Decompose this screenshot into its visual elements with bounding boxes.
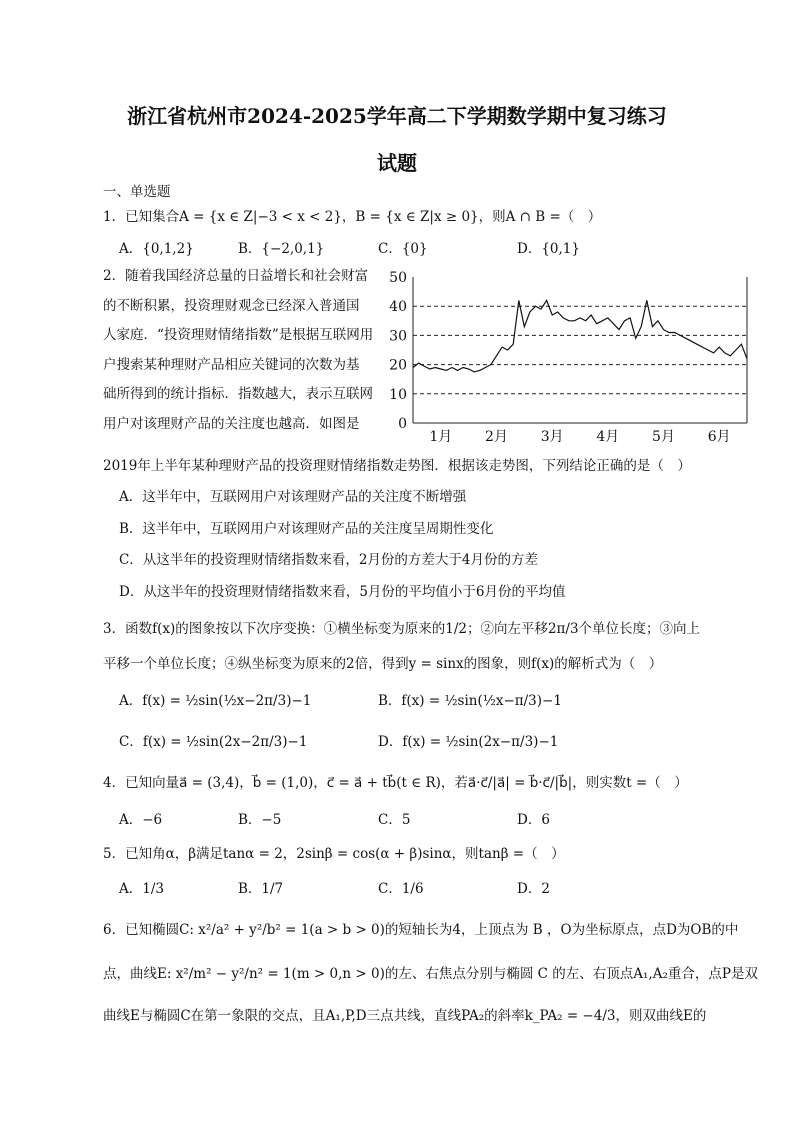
q6-line3: 曲线E与椭圆C在第一象限的交点，且A₁,P,D三点共线，直线PA₂的斜率k_PA₂ = −4/3，则双曲线E的 (103, 1008, 707, 1024)
q6-line1: 6．已知椭圆C: x²/a² + y²/b² = 1(a > b > 0)的短轴长为4，上顶点为 B ，O为坐标原点，点D为OB的中 (103, 922, 739, 938)
q5-option-b: B．1/7 (238, 881, 284, 897)
y-tick-label: 10 (389, 386, 407, 403)
q5-option-c: C．1/6 (378, 881, 424, 897)
q2-option-d: D．从这半年的投资理财情绪指数来看，5月份的平均值小于6月份的平均值 (119, 584, 566, 600)
q3-line1: 3．函数f(x)的图象按以下次序变换：①横坐标变为原来的1/2；②向左平移2π/3个单位长度；③向上 (103, 621, 701, 637)
q2-line: 础所得到的统计指标．指数越大，表示互联网 (103, 386, 373, 402)
q1-option-d: D．{0,1} (517, 241, 580, 257)
series-line (413, 300, 747, 372)
x-tick-label: 5月 (652, 429, 675, 445)
q2-line: 户搜索某种理财产品相应关键词的次数为基 (103, 356, 360, 373)
section-heading: 一、单选题 (103, 184, 171, 200)
q2-line: 2．随着我国经济总量的日益增长和社会财富 (103, 268, 369, 284)
y-tick-label: 40 (389, 299, 407, 316)
q1-stem: 1．已知集合A = {x ∈ Z|−3 < x < 2}，B = {x ∈ Z|x ≥ 0}，则A ∩ B =（ ） (103, 209, 602, 225)
q2-line: 人家庭．“投资理财情绪指数”是根据互联网用 (103, 327, 374, 343)
x-tick-label: 2月 (485, 429, 508, 445)
q2-text-block (103, 262, 403, 439)
q1-option-c: C．{0} (378, 241, 428, 257)
y-tick-label: 20 (389, 357, 407, 374)
q3-line2: 平移一个单位长度；④纵坐标变为原来的2倍，得到y = sinx的图象，则f(x)的解析式为（ ） (103, 656, 663, 672)
q4-option-d: D．6 (517, 812, 550, 828)
q4-option-b: B．−5 (238, 812, 282, 828)
x-tick-label: 4月 (596, 429, 620, 445)
q2-option-a: A．这半年中，互联网用户对该理财产品的关注度不断增强 (119, 489, 467, 505)
q2-line7: 2019年上半年某种理财产品的投资理财情绪指数走势图．根据该走势图，下列结论正确的是（ ） (103, 458, 691, 474)
q3-option-a: A．f(x) = ½sin(½x−2π/3)−1 (119, 693, 312, 709)
y-tick-label: 50 (389, 270, 407, 286)
q5-stem: 5．已知角α，β满足tanα = 2，2sinβ = cos(α + β)sinα，则tanβ =（ ） (103, 846, 565, 862)
q4-option-c: C．5 (378, 812, 411, 828)
q5-option-d: D．2 (517, 881, 550, 897)
q2-option-b: B．这半年中，互联网用户对该理财产品的关注度呈周期性变化 (119, 521, 494, 537)
y-tick-label: 0 (398, 416, 407, 432)
q3-option-b: B．f(x) = ½sin(½x−π/3)−1 (378, 693, 562, 709)
q2-line: 的不断积累，投资理财观念已经深入普通国 (103, 297, 360, 314)
page-title-line2: 试题 (377, 151, 417, 175)
q2-option-c: C．从这半年的投资理财情绪指数来看，2月份的方差大于4月份的方差 (119, 552, 539, 568)
q3-option-c: C．f(x) = ½sin(2x−2π/3)−1 (119, 734, 308, 750)
q1-option-a: A．{0,1,2} (119, 241, 194, 257)
y-tick-label: 30 (389, 328, 407, 345)
q6-line2: 点，曲线E: x²/m² − y²/n² = 1(m > 0,n > 0)的左、右焦点分别与椭圆 C 的左、右顶点A₁,A₂重合，点P是双 (103, 966, 758, 982)
x-tick-label: 6月 (707, 429, 731, 445)
sentiment-index-chart (385, 265, 760, 445)
page-title-line1: 浙江省杭州市2024-2025学年高二下学期数学期中复习练习 (127, 104, 667, 128)
x-tick-label: 3月 (540, 429, 564, 445)
q4-stem: 4．已知向量a⃗ = (3,4)，b⃗ = (1,0)，c⃗ = a⃗ + tb⃗(t ∈ R)，若a⃗·c⃗/|a⃗| = b⃗·c⃗/|b⃗|，则实数t =（ ） (103, 775, 688, 791)
q4-option-a: A．−6 (119, 812, 163, 828)
x-tick-label: 1月 (429, 429, 453, 445)
q2-line: 用户对该理财产品的关注度也越高．如图是 (103, 415, 360, 432)
q5-option-a: A．1/3 (119, 881, 164, 897)
q1-option-b: B．{−2,0,1} (238, 241, 325, 257)
q3-option-d: D．f(x) = ½sin(2x−π/3)−1 (378, 734, 559, 750)
